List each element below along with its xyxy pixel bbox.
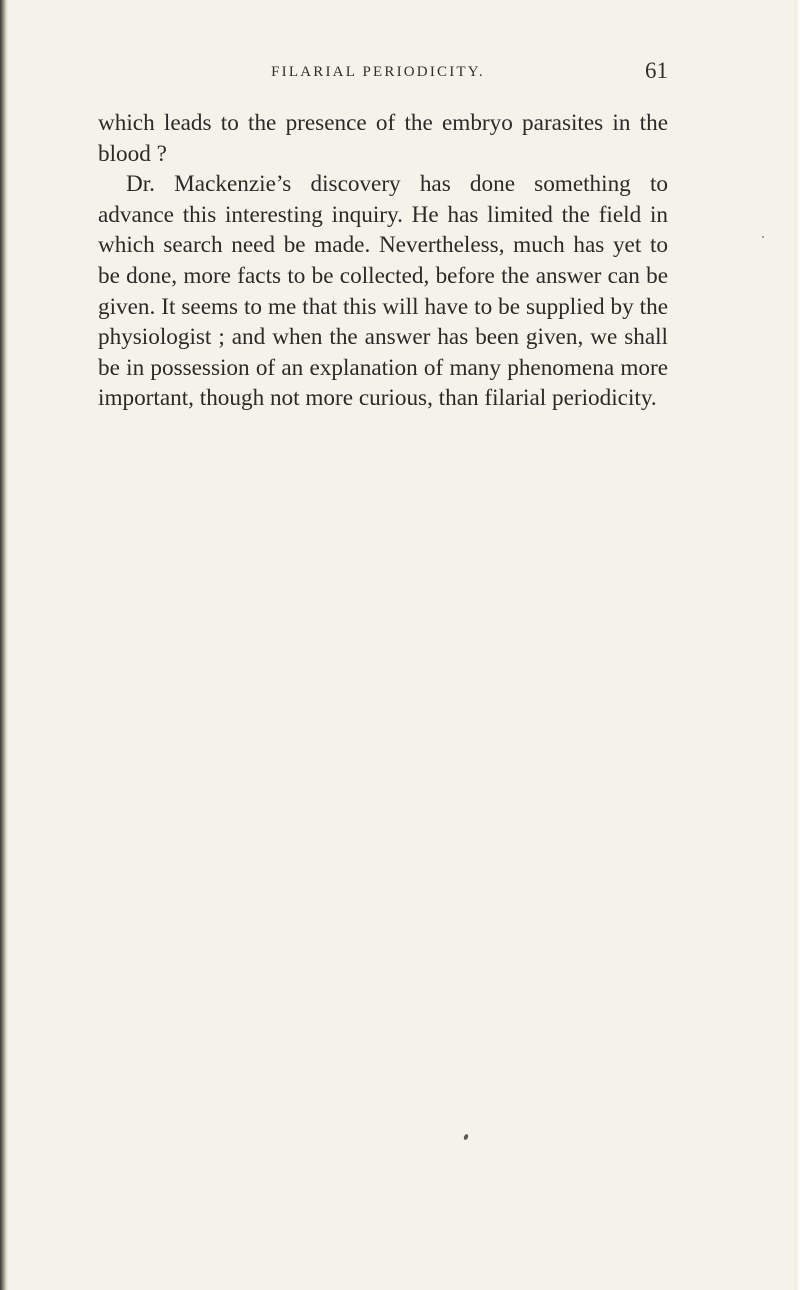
running-head	[98, 58, 668, 88]
page-number: 61	[645, 58, 668, 83]
ink-speck-dot	[762, 236, 764, 238]
body-text	[98, 108, 668, 414]
page-binding-edge	[0, 0, 8, 1290]
running-title: FILARIAL PERIODICITY.	[271, 64, 485, 80]
paragraph-continuation: which leads to the presence of the embryo parasites in the blood ?	[98, 110, 668, 167]
page-right-edge	[795, 0, 800, 1290]
ink-speck-mark	[463, 1133, 469, 1140]
paragraph-mackenzie-discovery: Dr. Mackenzie’s discovery has done something to advance this interesting inquiry. He has limited the field in which search need be made. Nevertheless, much has yet to be done, more facts to be collected, before the answer can be given. It seems to me that this will have to be supplied by the physiologist ; and when the answer has been given, we shall be in possession of an explanation of many phenomena more important, though not more curious, than filarial periodicity.	[98, 171, 668, 412]
